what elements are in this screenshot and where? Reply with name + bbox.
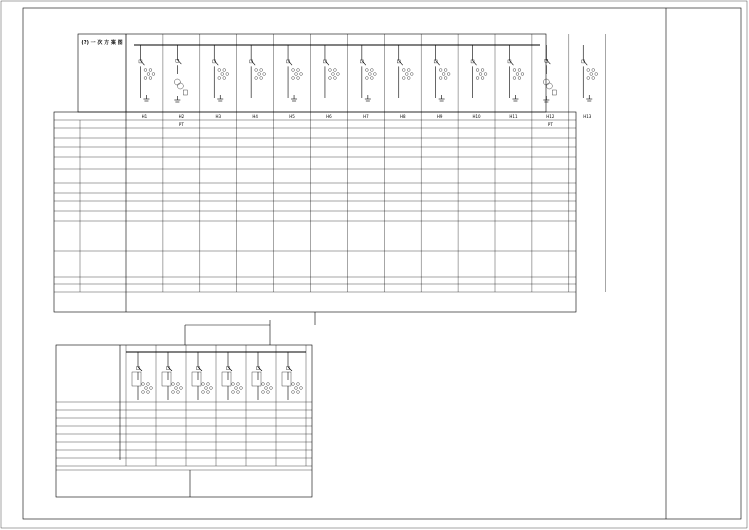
ct-coil xyxy=(262,383,265,386)
ct-coil xyxy=(142,391,145,394)
column-code: H4 xyxy=(252,114,258,119)
ct-coil xyxy=(513,69,516,72)
ct-coil xyxy=(258,73,261,76)
ct-coil xyxy=(334,77,337,80)
ct-coil xyxy=(337,73,340,76)
lower-switchgear-diagram xyxy=(56,345,312,497)
ct-coil xyxy=(329,69,332,72)
ct-coil xyxy=(587,77,590,80)
ct-coil xyxy=(210,387,213,390)
column-code: H6 xyxy=(326,114,332,119)
ct-coil xyxy=(149,69,152,72)
ct-coil xyxy=(365,77,368,80)
ct-coil xyxy=(407,69,410,72)
column-code: H2 xyxy=(178,114,185,119)
ct-coil xyxy=(410,73,413,76)
ct-coil xyxy=(180,387,183,390)
upper-schemes xyxy=(126,34,606,112)
pt-coil xyxy=(546,83,552,89)
ct-coil xyxy=(442,73,445,76)
ct-coil xyxy=(177,383,180,386)
column-code: H3 xyxy=(215,114,222,119)
ct-coil xyxy=(521,73,524,76)
ct-coil xyxy=(297,69,300,72)
scheme-column xyxy=(508,45,524,101)
breaker-blade xyxy=(177,60,181,64)
ct-coil xyxy=(207,391,210,394)
ct-coil xyxy=(297,383,300,386)
ct-coil xyxy=(407,77,410,80)
ct-coil xyxy=(292,383,295,386)
scheme-column xyxy=(213,45,229,101)
ct-coil xyxy=(255,77,258,80)
ct-coil xyxy=(292,391,295,394)
upper-switchgear-diagram xyxy=(54,34,606,312)
drawing-border xyxy=(23,8,741,519)
scheme-column xyxy=(471,45,487,98)
ct-coil xyxy=(368,73,371,76)
ct-coil xyxy=(481,77,484,80)
ct-coil xyxy=(587,69,590,72)
breaker-blade xyxy=(258,367,262,371)
relay-box xyxy=(222,372,231,386)
ct-coil xyxy=(300,387,303,390)
column-code: H11 xyxy=(509,114,518,119)
ct-coil xyxy=(265,387,268,390)
ct-coil xyxy=(263,73,266,76)
ct-coil xyxy=(402,69,405,72)
breaker-blade xyxy=(288,367,292,371)
ct-coil xyxy=(297,77,300,80)
ct-coil xyxy=(221,73,224,76)
lower-schemes xyxy=(126,345,306,402)
column-code: H8 xyxy=(399,114,406,119)
ct-coil xyxy=(207,383,210,386)
ct-coil xyxy=(592,69,595,72)
ct-coil xyxy=(516,73,519,76)
breaker-blade xyxy=(228,367,232,371)
ct-coil xyxy=(518,69,521,72)
ct-coil xyxy=(202,383,205,386)
lower-scheme-column xyxy=(162,352,182,400)
ct-coil xyxy=(595,73,598,76)
ct-coil xyxy=(592,77,595,80)
ct-coil xyxy=(205,387,208,390)
ct-coil xyxy=(484,73,487,76)
upper-scheme-label: (?) 一 次 方 案 图 xyxy=(81,40,123,46)
column-code: H10 xyxy=(472,114,481,119)
ct-coil xyxy=(444,69,447,72)
ct-coil xyxy=(373,73,376,76)
ct-coil xyxy=(476,69,479,72)
scheme-column xyxy=(139,45,155,101)
fuse xyxy=(183,90,187,95)
relay-box xyxy=(282,372,291,386)
ct-coil xyxy=(295,387,298,390)
ct-coil xyxy=(235,387,238,390)
ct-coil xyxy=(332,73,335,76)
column-code: H1 xyxy=(141,114,148,119)
ct-coil xyxy=(447,73,450,76)
ct-coil xyxy=(202,391,205,394)
column-name: PT xyxy=(178,122,184,127)
ct-coil xyxy=(223,77,226,80)
ct-coil xyxy=(365,69,368,72)
ct-coil xyxy=(223,69,226,72)
ct-coil xyxy=(292,69,295,72)
ct-coil xyxy=(439,69,442,72)
column-code: H13 xyxy=(583,114,592,119)
breaker-blade xyxy=(546,60,550,64)
ct-coil xyxy=(444,77,447,80)
relay-box xyxy=(162,372,171,386)
lower-scheme-column xyxy=(222,352,242,400)
ct-coil xyxy=(297,391,300,394)
lower-diagram-box xyxy=(56,345,312,497)
breaker-blade xyxy=(138,367,142,371)
ct-coil xyxy=(262,391,265,394)
ct-coil xyxy=(144,77,147,80)
ct-coil xyxy=(476,77,479,80)
ct-coil xyxy=(292,77,295,80)
ct-coil xyxy=(237,383,240,386)
bus-connector xyxy=(185,312,315,345)
ct-coil xyxy=(260,69,263,72)
ct-coil xyxy=(147,391,150,394)
ct-coil xyxy=(479,73,482,76)
ct-coil xyxy=(237,391,240,394)
ct-coil xyxy=(149,77,152,80)
relay-box xyxy=(192,372,201,386)
ct-coil xyxy=(177,391,180,394)
lower-scheme-column xyxy=(192,352,212,400)
column-code: H12 xyxy=(546,114,555,119)
ct-coil xyxy=(255,69,258,72)
ct-coil xyxy=(152,73,155,76)
ct-coil xyxy=(518,77,521,80)
breaker-blade xyxy=(198,367,202,371)
scheme-column xyxy=(582,45,598,101)
lower-scheme-column xyxy=(132,352,152,400)
lower-scheme-column xyxy=(282,352,302,400)
ct-coil xyxy=(405,73,408,76)
lower-scheme-column xyxy=(252,352,272,400)
ct-coil xyxy=(145,387,148,390)
outer-frame xyxy=(1,1,747,528)
ct-coil xyxy=(481,69,484,72)
lower-table xyxy=(56,402,312,470)
ct-coil xyxy=(226,73,229,76)
ct-coil xyxy=(370,77,373,80)
ct-coil xyxy=(260,77,263,80)
ct-coil xyxy=(232,391,235,394)
pt-coil xyxy=(177,83,183,89)
ct-coil xyxy=(329,77,332,80)
relay-box xyxy=(132,372,141,386)
ct-coil xyxy=(513,77,516,80)
ct-coil xyxy=(295,73,298,76)
column-code: H5 xyxy=(289,114,295,119)
upper-table xyxy=(54,112,606,292)
ct-coil xyxy=(147,383,150,386)
scheme-column xyxy=(360,45,376,101)
ct-coil xyxy=(270,387,273,390)
breaker-blade xyxy=(168,367,172,371)
upper-scheme-box xyxy=(78,34,546,112)
ct-coil xyxy=(402,77,405,80)
scheme-column xyxy=(323,45,339,98)
ct-coil xyxy=(172,391,175,394)
column-name: PT xyxy=(547,122,553,127)
ct-coil xyxy=(172,383,175,386)
ct-coil xyxy=(590,73,593,76)
ct-coil xyxy=(150,387,153,390)
ct-coil xyxy=(218,69,221,72)
scheme-column xyxy=(250,45,266,98)
ct-coil xyxy=(370,69,373,72)
ct-coil xyxy=(144,69,147,72)
ct-coil xyxy=(175,387,178,390)
scheme-column xyxy=(397,45,413,98)
ct-coil xyxy=(439,77,442,80)
ct-coil xyxy=(240,387,243,390)
upper-table-box xyxy=(54,112,576,312)
column-code: H7 xyxy=(363,114,369,119)
fuse xyxy=(552,90,556,95)
ct-coil xyxy=(147,73,150,76)
column-code: H9 xyxy=(436,114,443,119)
ct-coil xyxy=(334,69,337,72)
ct-coil xyxy=(218,77,221,80)
scheme-column xyxy=(543,45,556,102)
scheme-column xyxy=(434,45,450,101)
scheme-column xyxy=(174,45,187,102)
ct-coil xyxy=(232,383,235,386)
pt-coil xyxy=(174,79,180,85)
ct-coil xyxy=(267,391,270,394)
ct-coil xyxy=(267,383,270,386)
relay-box xyxy=(252,372,261,386)
ct-coil xyxy=(300,73,303,76)
scheme-column xyxy=(287,45,303,101)
ct-coil xyxy=(142,383,145,386)
pt-coil xyxy=(543,79,549,85)
